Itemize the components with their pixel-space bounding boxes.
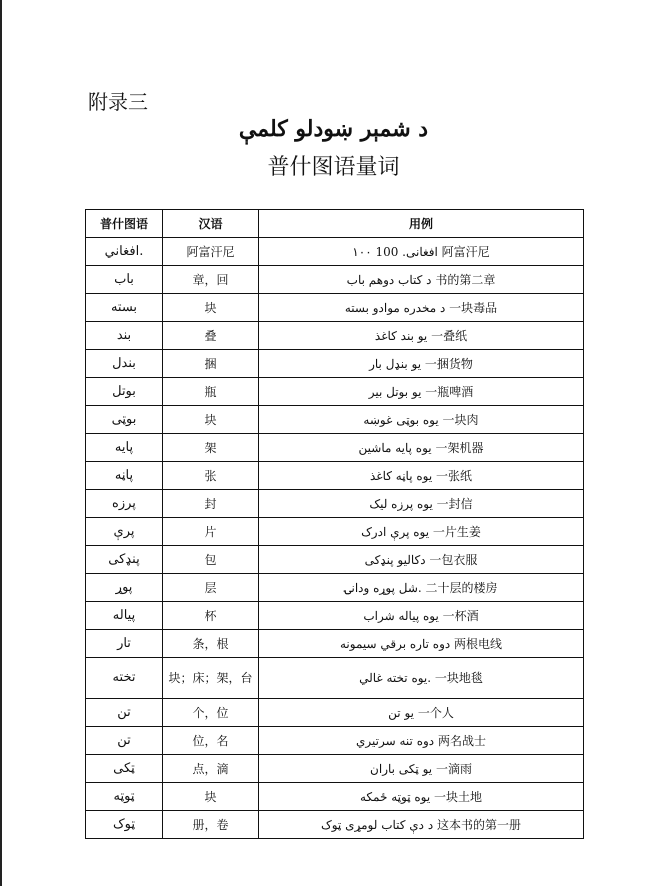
cell-chinese: 张 xyxy=(163,462,259,490)
cell-example: يو تن 一个人 xyxy=(259,699,584,727)
appendix-label: 附录三 xyxy=(88,90,148,114)
cell-example: د مخدره موادو بسته 一块毒品 xyxy=(259,294,584,322)
cell-chinese: 位，名 xyxy=(163,727,259,755)
cell-chinese: 层 xyxy=(163,574,259,602)
cell-pashto: ټوک xyxy=(86,811,163,839)
table-row xyxy=(86,783,584,811)
table-row xyxy=(86,322,584,350)
cell-pashto: پرې xyxy=(86,518,163,546)
cell-example: دوه تنه سرتيري 两名战士 xyxy=(259,727,584,755)
table-row xyxy=(86,490,584,518)
header-chinese: 汉语 xyxy=(163,210,259,238)
cell-pashto: بوتل xyxy=(86,378,163,406)
cell-pashto: پوړ xyxy=(86,574,163,602)
cell-pashto: تن xyxy=(86,699,163,727)
table-header-row xyxy=(86,210,584,238)
cell-pashto: پايه xyxy=(86,434,163,462)
cell-chinese: 点，滴 xyxy=(163,755,259,783)
table-row xyxy=(86,574,584,602)
cell-example: يوه پرې ادرک 一片生姜 xyxy=(259,518,584,546)
cell-chinese: 片 xyxy=(163,518,259,546)
cell-pashto: بسته xyxy=(86,294,163,322)
header-example: 用例 xyxy=(259,210,584,238)
cell-pashto: ټکی xyxy=(86,755,163,783)
title-pashto: د شمېر ښودلو کلمې xyxy=(238,116,429,142)
table-body xyxy=(86,238,584,839)
cell-example: يو ټکی باران 一滴雨 xyxy=(259,755,584,783)
cell-chinese: 块 xyxy=(163,406,259,434)
measure-word-table xyxy=(85,209,584,839)
table-row xyxy=(86,406,584,434)
cell-example: يو بند كاغذ 一叠纸 xyxy=(259,322,584,350)
table-row xyxy=(86,462,584,490)
cell-chinese: 包 xyxy=(163,546,259,574)
cell-chinese: 架 xyxy=(163,434,259,462)
cell-chinese: 条，根 xyxy=(163,630,259,658)
cell-example: يوه تخته غالي. 一块地毯 xyxy=(259,658,584,699)
cell-pashto: باب xyxy=(86,266,163,294)
cell-chinese: 块 xyxy=(163,783,259,811)
cell-chinese: 个，位 xyxy=(163,699,259,727)
cell-example: د دې کتاب لومړی ټوک 这本书的第一册 xyxy=(259,811,584,839)
table-row xyxy=(86,350,584,378)
table-row xyxy=(86,434,584,462)
table-row xyxy=(86,755,584,783)
table-row xyxy=(86,294,584,322)
cell-example: يوه ټوټه ځمکه 一块土地 xyxy=(259,783,584,811)
cell-pashto: ټوټه xyxy=(86,783,163,811)
cell-example: يوه بوټی غوښه 一块肉 xyxy=(259,406,584,434)
cell-chinese: 杯 xyxy=(163,602,259,630)
cell-pashto: پاڼه xyxy=(86,462,163,490)
cell-pashto: پنډکی xyxy=(86,546,163,574)
title-chinese: 普什图语量词 xyxy=(267,155,400,180)
table-row xyxy=(86,727,584,755)
cell-example: يوه پياله شراب 一杯酒 xyxy=(259,602,584,630)
cell-example: يو بوتل بير 一瓶啤酒 xyxy=(259,378,584,406)
table-row xyxy=(86,602,584,630)
cell-pashto: تخته xyxy=(86,658,163,699)
cell-example: شل پوړه ودانۍ. 二十层的楼房 xyxy=(259,574,584,602)
cell-pashto: بند xyxy=(86,322,163,350)
cell-chinese: 封 xyxy=(163,490,259,518)
table-row xyxy=(86,699,584,727)
cell-example: ۱۰۰ افغانی. 100 阿富汗尼 xyxy=(259,238,584,266)
cell-pashto: افغاني. xyxy=(86,238,163,266)
table-row xyxy=(86,266,584,294)
cell-pashto: پرزه xyxy=(86,490,163,518)
cell-chinese: 块；床；架，台 xyxy=(163,658,259,699)
cell-pashto: تار xyxy=(86,630,163,658)
cell-chinese: 册，卷 xyxy=(163,811,259,839)
cell-example: يوه پاڼه كاغذ 一张纸 xyxy=(259,462,584,490)
table-row xyxy=(86,238,584,266)
cell-example: يوه پرزه ليک 一封信 xyxy=(259,490,584,518)
table-row xyxy=(86,630,584,658)
table-row xyxy=(86,546,584,574)
header-pashto: 普什图语 xyxy=(86,210,163,238)
cell-chinese: 阿富汗尼 xyxy=(163,238,259,266)
table-row xyxy=(86,658,584,699)
cell-pashto: بندل xyxy=(86,350,163,378)
cell-chinese: 章，回 xyxy=(163,266,259,294)
cell-pashto: بوټی xyxy=(86,406,163,434)
cell-example: يو بنډل بار 一捆货物 xyxy=(259,350,584,378)
cell-example: يوه پايه ماشين 一架机器 xyxy=(259,434,584,462)
cell-example: دکاليو پنډکی 一包衣服 xyxy=(259,546,584,574)
cell-example: د کتاب دوهم باب 书的第二章 xyxy=(259,266,584,294)
table-row xyxy=(86,518,584,546)
cell-pashto: تن xyxy=(86,727,163,755)
cell-chinese: 捆 xyxy=(163,350,259,378)
cell-pashto: پياله xyxy=(86,602,163,630)
cell-example: دوه تاره برقي سيمونه 两根电线 xyxy=(259,630,584,658)
cell-chinese: 块 xyxy=(163,294,259,322)
cell-chinese: 叠 xyxy=(163,322,259,350)
table-row xyxy=(86,378,584,406)
table-row xyxy=(86,811,584,839)
cell-chinese: 瓶 xyxy=(163,378,259,406)
